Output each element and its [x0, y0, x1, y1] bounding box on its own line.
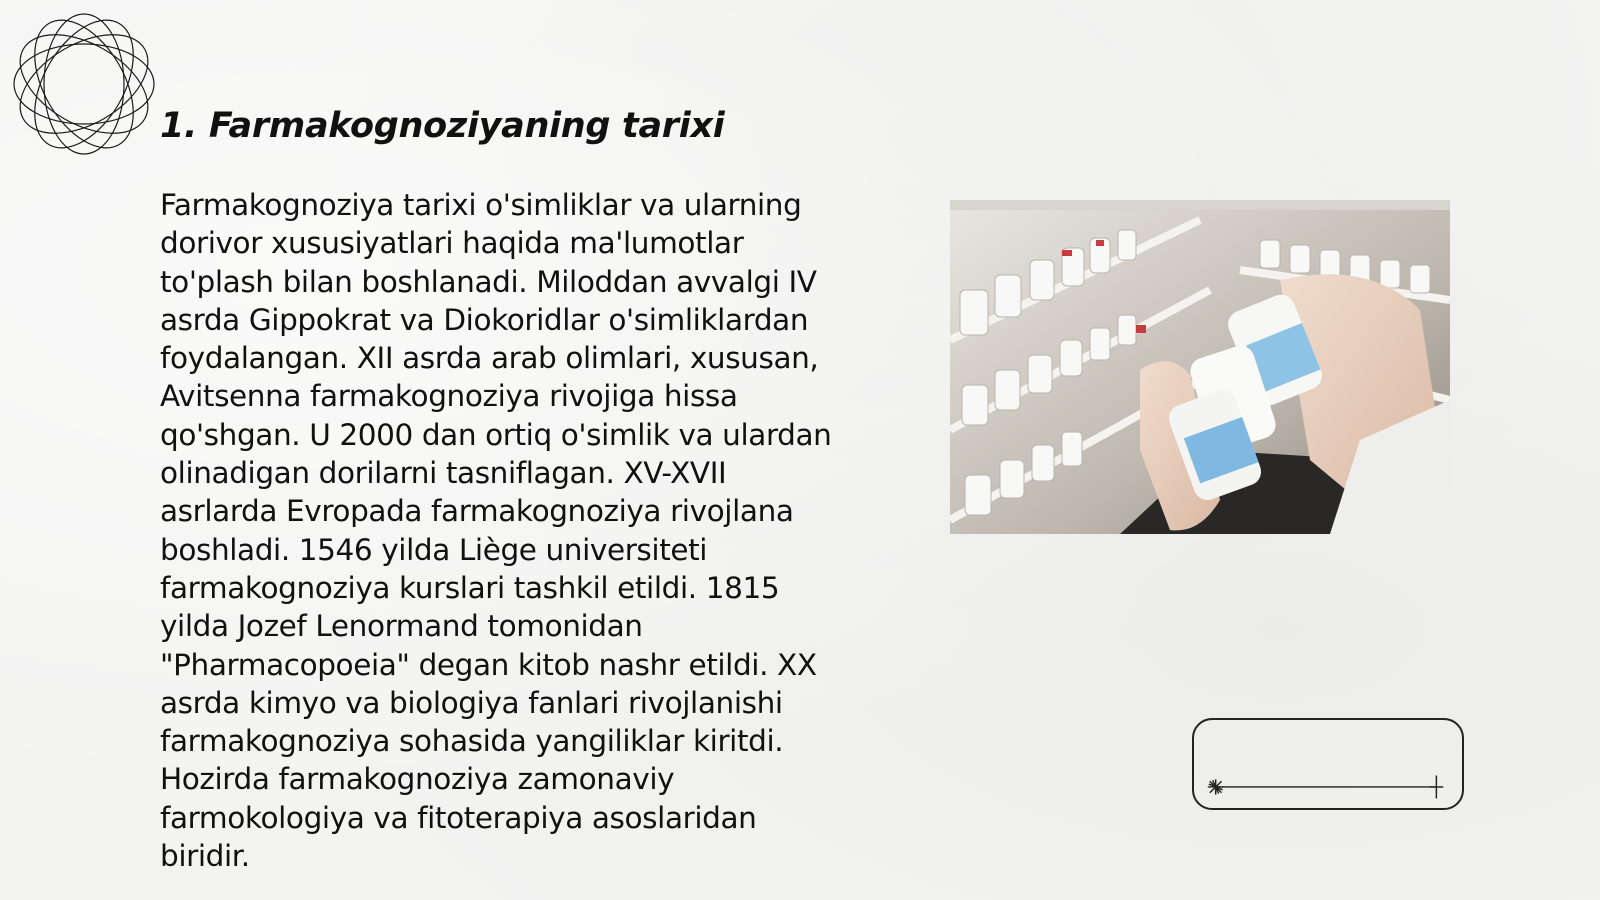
orbital-circles-icon — [10, 10, 158, 158]
slide-body-text: Farmakognoziya tarixi o'simliklar va ularning dorivor xususiyatlari haqida ma'lumotlar to'plash bilan boshlanadi. Miloddan avvalgi IV asrda Gippokrat va Diokoridlar o'simliklardan foydalangan. XII asrda arab olimlari, xususan, Avitsenna farmakognoziya rivojiga hissa qo'shgan. U 2000 dan ortiq o'simlik va ulardan olinadigan dorilarni tasniflagan. XV-XVII asrlarda Evropada farmakognoziya rivojlana boshladi. 1546 yilda Liège universiteti farmakognoziya kurslari tashkil etildi. 1815 yilda Jozef Lenormand tomonidan "Pharmacopoeia" degan kitob nashr etildi. XX asrda kimyo va biologiya fanlari rivojlanishi farmakognoziya sohasida yangiliklar kiritdi. Hozirda farmakognoziya zamonaviy farmokologiya va fitoterapiya asoslaridan biridir. — [160, 188, 832, 874]
slide-title: 1. Farmakognoziyaning tarixi — [160, 106, 725, 146]
pharmacy-photo — [950, 200, 1450, 534]
sparkle-icon — [1429, 775, 1443, 798]
starburst-icon — [1208, 779, 1224, 794]
decorative-frame — [1192, 718, 1464, 810]
